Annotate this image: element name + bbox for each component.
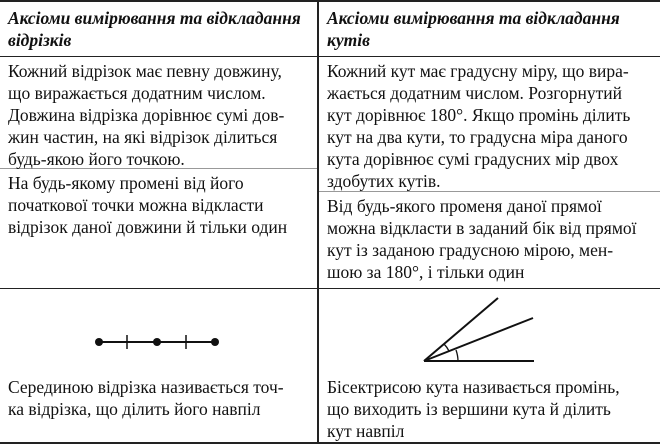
right-axiom-1: Кожний кут має градусну міру, що вира- жається додатним числом. Розгорнутий кут дорівнює 180°. Якщо промінь ділить кут на два кути, то градусна міра даного кута дорівнює сумі градусних мір двох здобутих кутів. xyxy=(327,61,631,191)
lower-angle-arc xyxy=(456,350,458,361)
angle-upper-ray xyxy=(424,298,498,361)
bisector-ray xyxy=(424,318,533,361)
left-axiom-1: Кожний відрізок має певну довжину, що виражається додатним числом. Довжина відрізка дорівнює сумі дов- жин частин, на які відрізок ділиться будь-якою його точкою. xyxy=(8,61,285,169)
midpoint-cell xyxy=(0,289,317,444)
right-axiom-2: Від будь-якого променя даної прямої можна відкласти в заданий бік від прямої кут із заданою градусною мірою, мен- шою за 180°, і тільки один xyxy=(327,196,637,282)
right-header-cell xyxy=(319,2,660,56)
segment-endpoint-a xyxy=(95,338,103,346)
right-header-text: Аксіоми вимірювання та відкладання кутів xyxy=(327,8,620,50)
left-axioms-cell xyxy=(0,57,317,288)
segment-midpoint xyxy=(153,338,161,346)
right-axioms-cell xyxy=(319,57,660,288)
left-header-cell xyxy=(0,2,317,56)
angle-bisector-figure xyxy=(319,289,660,379)
segment-midpoint-figure xyxy=(0,289,317,379)
segment-endpoint-b xyxy=(211,338,219,346)
bisector-definition: Бісектрисою кута називається промінь, що виходить із вершини кута й ділить кут навпіл xyxy=(327,377,620,441)
left-axiom-2: На будь-якому промені від його початкової точки можна відкласти відрізок даної довжини й тільки один xyxy=(8,173,288,237)
bisector-cell xyxy=(319,289,660,444)
upper-angle-arc xyxy=(444,344,449,351)
left-header-text: Аксіоми вимірювання та відкладання відрізків xyxy=(8,8,301,50)
midpoint-definition: Серединою відрізка називається точ- ка відрізка, що ділить його навпіл xyxy=(8,377,284,419)
